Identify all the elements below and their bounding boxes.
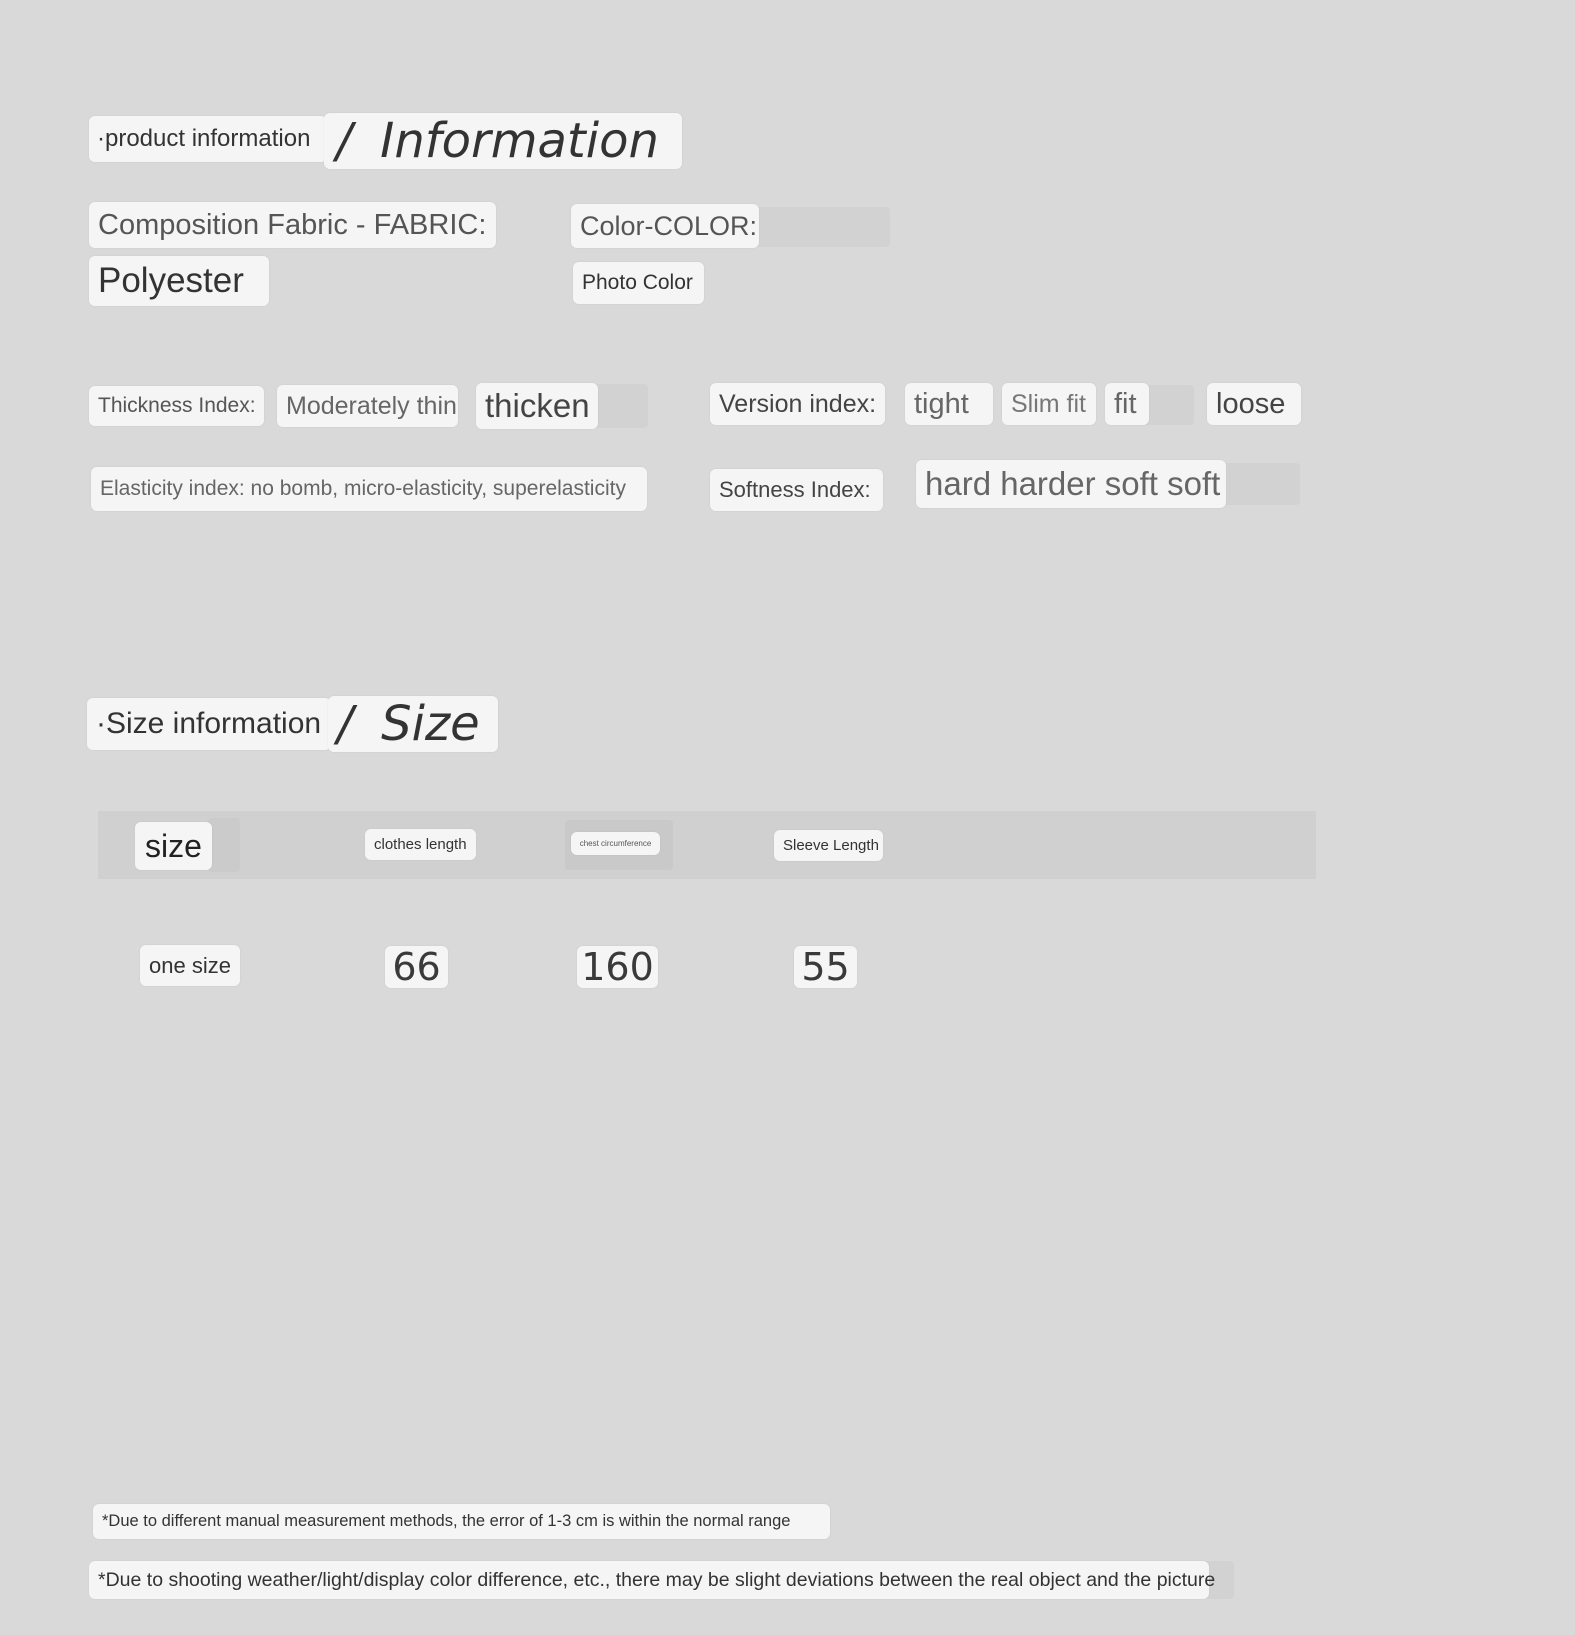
version-option-text: loose [1216,387,1286,420]
softness-label [710,469,883,511]
color-value [573,262,704,304]
version-label [710,383,885,425]
version-option-text: fit [1114,387,1137,420]
clothes-length-column-header [365,829,476,860]
hero-title-text: Size [381,696,480,752]
sleeve-length-column-header [774,830,883,861]
measurement-note [93,1504,830,1539]
size-information-label [87,698,331,750]
product-information-label [89,116,327,162]
chest-circumference-column-header [571,832,660,855]
hero-title-text: Information [380,113,659,169]
elasticity-index [91,467,647,511]
note-text: *Due to different manual measurement methods, the error of 1-3 cm is within the normal range [102,1512,791,1530]
fabric-value-text: Polyester [98,261,244,300]
softness-empty-slot [1222,463,1300,505]
version-option-tight [905,383,993,425]
cell-text: 160 [581,945,654,989]
size-header-shadow [208,818,240,872]
color-deviation-note [89,1561,1216,1599]
thickness-empty-slot [590,384,648,428]
column-header-text: size [145,827,202,864]
version-option-text: tight [914,387,969,420]
color-label-text: Color-COLOR: [580,210,758,241]
column-header-text: chest circumference [579,839,652,848]
color-value-text: Photo Color [582,271,693,294]
version-option-slim-fit [1002,383,1096,425]
softness-options [916,460,1226,508]
hero-slash: / [337,696,354,752]
thickness-label-text: Thickness Index: [98,394,256,417]
thickness-label [89,386,264,426]
table-row-sleeve-length-cell [794,946,857,988]
column-header-text: clothes length [374,836,467,853]
fabric-value [89,256,269,306]
elasticity-text: Elasticity index: no bomb, micro-elasticity, superelasticity [100,477,626,500]
color-label [571,204,759,248]
cell-text: one size [149,952,231,978]
hero-slash: / [336,113,353,169]
product-information-text: ·product information [97,125,311,152]
fabric-label-text: Composition Fabric - FABRIC: [98,208,487,241]
size-information-text: ·Size information [96,707,322,740]
version-option-text: Slim fit [1011,389,1086,418]
thickness-option-thicken [476,383,598,429]
note-text: *Due to shooting weather/light/display color difference, etc., there may be slight deviations between the real object and the picture [98,1568,1216,1591]
table-row-size-cell [140,945,240,986]
version-empty-slot [1142,385,1194,425]
cell-text: 55 [801,945,850,989]
version-label-text: Version index: [719,389,877,418]
version-option-loose [1207,383,1301,425]
information-hero-title [324,113,682,169]
softness-options-text: hard harder soft soft [925,465,1221,502]
fabric-label [89,202,496,248]
size-column-header [135,822,212,870]
size-table-header [98,811,1316,879]
version-option-fit [1105,383,1149,425]
thickness-option-text: thicken [485,387,590,424]
cell-text: 66 [392,945,441,989]
thickness-option-moderately-thin [277,385,458,427]
color-swatch-placeholder [752,207,890,247]
thickness-option-text: Moderately thin [286,391,457,420]
size-hero-title [328,696,498,752]
softness-label-text: Softness Index: [719,477,871,502]
column-header-text: Sleeve Length [783,837,879,854]
table-row-chest-circumference-cell [577,946,658,988]
table-row-clothes-length-cell [385,946,448,988]
